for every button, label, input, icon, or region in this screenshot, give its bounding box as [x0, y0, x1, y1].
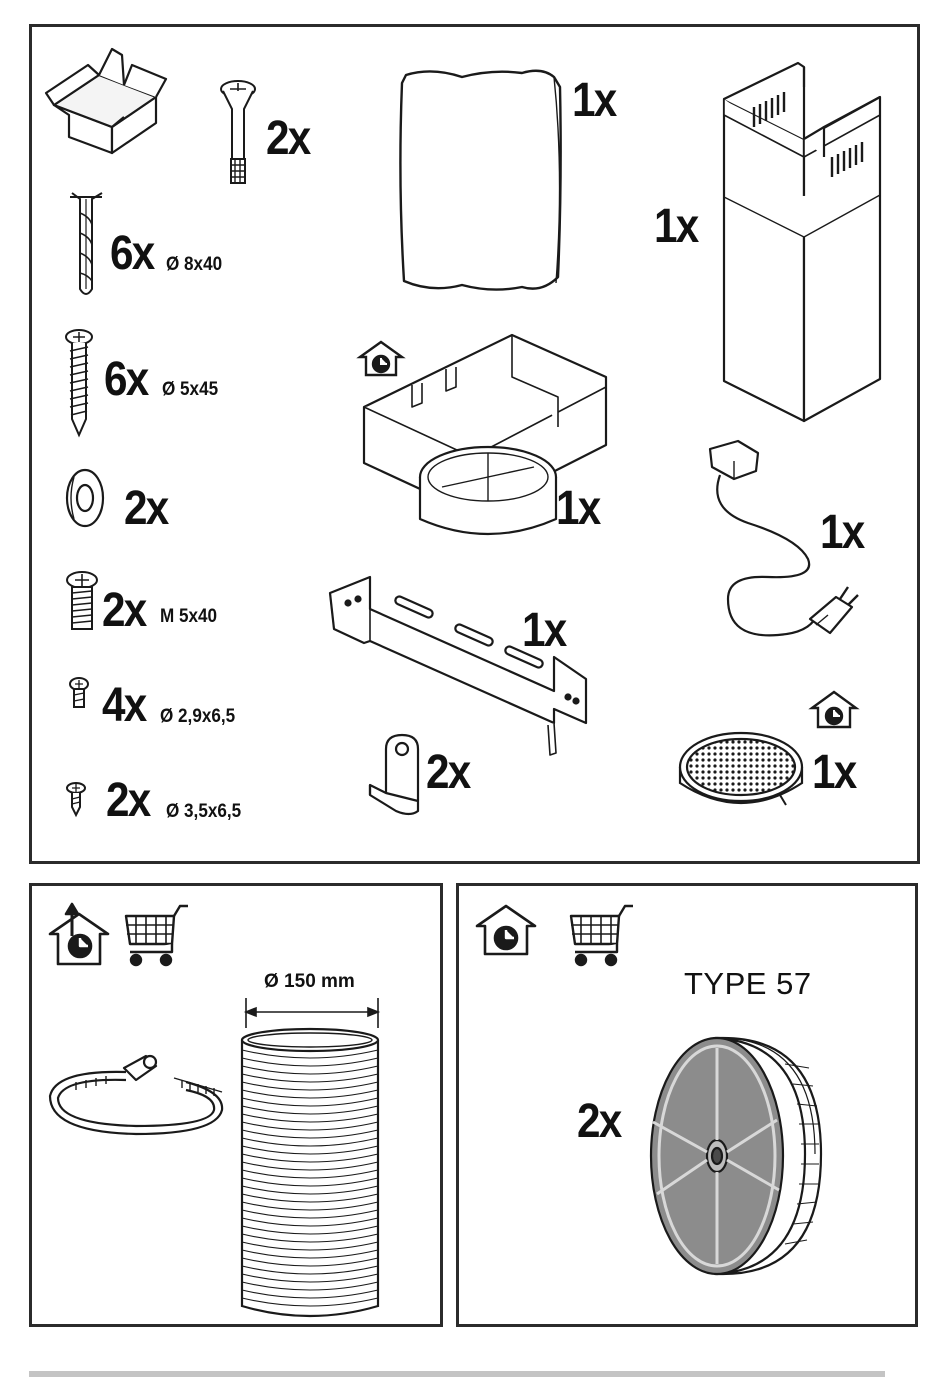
parts-panel — [29, 24, 920, 864]
power-cable-qty: 1x — [820, 506, 864, 559]
grease-filter-qty: 1x — [812, 746, 856, 799]
wood-screw-spec: Ø 5x45 — [162, 379, 219, 400]
chimney-icon — [720, 47, 890, 425]
long-screw-qty: 2x — [266, 112, 310, 165]
wall-plug-icon — [62, 189, 108, 301]
washer-qty: 2x — [124, 482, 168, 535]
small-screw-qty: 4x — [102, 679, 146, 732]
mounting-bracket-icon — [324, 573, 594, 763]
recirculation-house-icon-kit — [473, 902, 539, 958]
shopping-cart-icon-extraction — [122, 902, 192, 968]
small-screw-icon — [68, 677, 90, 713]
footer-divider — [29, 1371, 885, 1377]
extraction-house-icon — [46, 902, 112, 968]
machine-screw-icon — [64, 571, 100, 633]
shopping-cart-icon-recirculation — [567, 902, 637, 968]
tiny-screw-qty: 2x — [106, 774, 150, 827]
wall-plug-spec: Ø 8x40 — [166, 254, 223, 275]
machine-screw-spec: M 5x40 — [160, 606, 218, 627]
chimney-qty: 1x — [654, 200, 698, 253]
hook-bracket-qty: 2x — [426, 746, 470, 799]
deflector-box-qty: 1x — [556, 482, 600, 535]
cardboard-box-icon — [44, 45, 169, 155]
carbon-filter-icon — [645, 1034, 825, 1278]
flexible-duct-icon — [238, 1026, 382, 1322]
tiny-screw-icon — [65, 781, 87, 817]
mounting-bracket-qty: 1x — [522, 604, 566, 657]
recirculation-house-icon-filter — [808, 689, 860, 731]
wood-screw-qty: 6x — [104, 353, 148, 406]
machine-screw-qty: 2x — [102, 584, 146, 637]
template-sheet-icon — [392, 63, 572, 303]
long-screw-icon — [218, 79, 258, 189]
tiny-screw-spec: Ø 3,5x6,5 — [166, 801, 242, 822]
extraction-kit-panel — [29, 883, 443, 1327]
carbon-filter-qty: 2x — [577, 1095, 621, 1148]
wood-screw-icon — [64, 327, 94, 439]
filter-type-label: TYPE 57 — [684, 966, 812, 1001]
washer-icon — [64, 467, 106, 529]
wall-plug-qty: 6x — [110, 227, 154, 280]
hook-bracket-icon — [366, 731, 430, 817]
small-screw-spec: Ø 2,9x6,5 — [160, 706, 236, 727]
template-sheet-qty: 1x — [572, 74, 616, 127]
diameter-arrow — [242, 998, 382, 1028]
grease-filter-icon — [676, 727, 806, 819]
duct-diameter-label: Ø 150 mm — [264, 971, 355, 992]
hose-clamp-icon — [46, 1052, 226, 1146]
recirculation-kit-panel — [456, 883, 918, 1327]
